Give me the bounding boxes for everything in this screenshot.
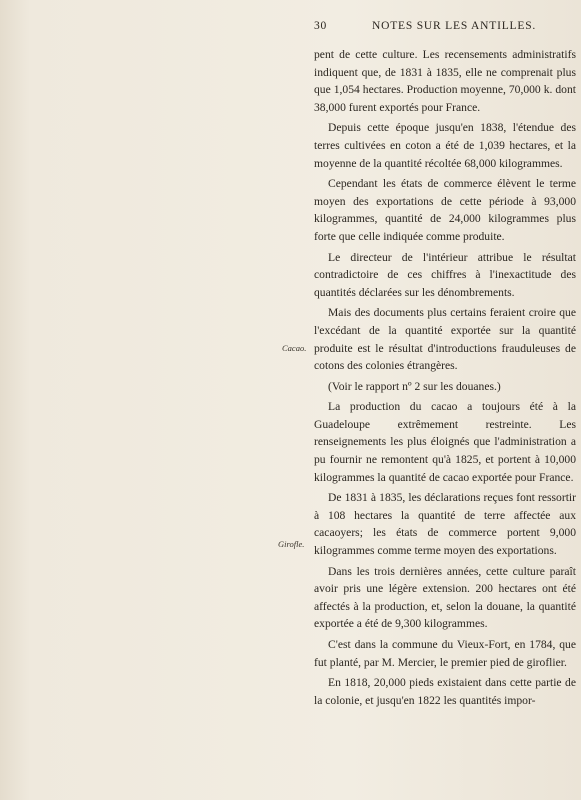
paragraph-6: (Voir le rapport nº 2 sur les douanes.)	[328, 379, 501, 393]
paragraph-2: Depuis cette époque jusqu'en 1838, l'étendue des terres cultivées en coton a été de 1,039 hectares, et la moyenne de la quantité récoltée 68,000 kilogrammes.	[314, 121, 576, 170]
paragraph-4: Le directeur de l'intérieur attribue le résultat contradictoire de ces chiffres à l'inexactitude des quantités déclarées sur les dénombrements.	[314, 250, 576, 299]
paragraph-8: De 1831 à 1835, les déclarations reçues font ressortir à 108 hectares la quantité de terre affectée aux cacaoyers; les états de commerce portent 9,000 kilogrammes comme terme moyen des exportations.	[314, 491, 576, 558]
margin-note-cacao: Cacao.	[282, 343, 307, 353]
body-text	[314, 46, 576, 709]
running-title: NOTES SUR LES ANTILLES.	[372, 20, 537, 32]
paragraph-11: En 1818, 20,000 pieds existaient dans cette partie de la colonie, et jusqu'en 1822 les quantités impor-	[314, 676, 576, 707]
margin-note-girofle: Girofle.	[278, 539, 305, 549]
page-number: 30	[314, 20, 328, 32]
paragraph-9: Dans les trois dernières années, cette culture paraît avoir pris une légère extension. 200 hectares ont été affectés à la production, et, selon la douane, la quantité exportée a été de 9,300 kilogrammes.	[314, 564, 576, 631]
paragraph-1: pent de cette culture. Les recensements administratifs indiquent que, de 1831 à 1835, elle ne comprenait plus que 1,054 hectares. Production moyenne, 70,000 k. dont 38,000 furent exportés pour France.	[314, 48, 576, 114]
paragraph-5: Mais des documents plus certains feraient croire que l'excédant de la quantité exportée sur la quantité produite est le résultat d'introductions frauduleuses de cotons des colonies étrangères.	[314, 306, 576, 373]
paragraph-3: Cependant les états de commerce élèvent le terme moyen des exportations de cette période à 93,000 kilogrammes, quantité de 24,000 kilogrammes plus forte que celle indiquée comme produite.	[314, 177, 576, 243]
running-head	[314, 20, 576, 38]
paragraph-10-girofle: C'est dans la commune du Vieux-Fort, en 1784, que fut planté, par M. Mercier, le premier pied de giroflier.	[314, 638, 576, 669]
paragraph-7-cacao: La production du cacao a toujours été à la Guadeloupe extrêmement restreinte. Les renseignements les plus éloignés que l'administration a pu fournir ne remontent qu'à 1825, et portent à 10,000 kilogrammes la quantité de cacao exportée pour France.	[314, 400, 576, 484]
